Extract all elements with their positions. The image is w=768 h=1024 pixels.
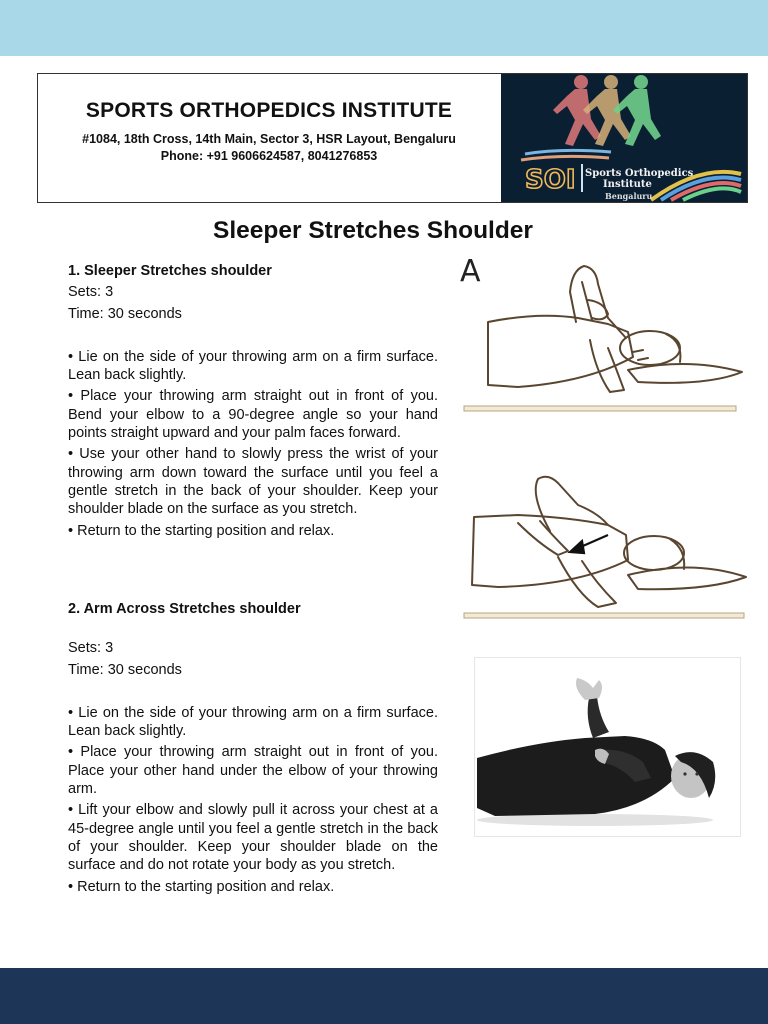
section-2-heading: 2. Arm Across Stretches shoulder: [68, 601, 301, 617]
logo-name-line1: Sports Orthopedics: [585, 168, 694, 179]
sleeper-stretch-sketch-b: [458, 465, 748, 625]
runner-figure-green: [613, 75, 661, 146]
page-title: Sleeper Stretches Shoulder: [213, 217, 533, 244]
runner-figure-amber: [583, 75, 631, 146]
section-2-step: • Place your throwing arm straight out in front of you. Place your other hand under the elbow of your throwing arm.: [68, 744, 438, 798]
section-1: [68, 262, 438, 540]
section-2-sets: Sets: 3: [68, 640, 114, 657]
section-1-step: • Lie on the side of your throwing arm on a firm surface. Lean back slightly.: [68, 348, 438, 384]
institute-header: [37, 73, 748, 203]
section-1-step: • Place your throwing arm straight out in front of you. Bend your elbow to a 90-degree angle so your hand points straight upward and your palm faces forward.: [68, 388, 438, 442]
section-2-step: • Lift your elbow and slowly pull it across your chest at a 45-degree angle until you feel a gentle stretch in the back of your shoulder. Keep your shoulder blade on the surface and do not rotate your body as you stretch.: [68, 802, 438, 874]
speed-streaks: [521, 150, 611, 160]
stretch-direction-arrow-icon: [570, 535, 608, 553]
soi-monogram: SOI: [525, 165, 576, 195]
logo-name-line2: Institute: [603, 179, 652, 190]
sleeper-stretch-sketch-a: [458, 252, 748, 417]
section-2-step: • Return to the starting position and relax.: [68, 878, 335, 895]
header-text-block: [38, 74, 500, 202]
runner-figure-red: [553, 75, 601, 146]
surface-line: [464, 613, 744, 618]
section-2-time: Time: 30 seconds: [68, 661, 182, 678]
institute-name: SPORTS ORTHOPEDICS INSTITUTE: [85, 99, 453, 122]
logo-city: Bengaluru: [605, 191, 653, 201]
sleeper-stretch-illustration-a: [458, 252, 748, 417]
figure-label-a: A: [460, 254, 481, 289]
institute-logo: [501, 74, 747, 202]
section-2-step: • Lie on the side of your throwing arm on a firm surface. Lean back slightly.: [68, 704, 438, 740]
sleeper-stretch-illustration-b: [458, 465, 748, 625]
section-1-heading: 1. Sleeper Stretches shoulder: [68, 263, 272, 279]
top-color-band: [0, 0, 768, 56]
logo-name: [585, 168, 693, 190]
surface-line: [464, 406, 736, 411]
arm-across-stretch-figure: [475, 658, 740, 836]
logo-divider: [581, 164, 583, 192]
section-2: [68, 600, 438, 896]
arm-across-stretch-photo: [474, 657, 741, 837]
section-1-sets: Sets: 3: [68, 284, 114, 301]
bottom-color-band: [0, 968, 768, 1024]
institute-address: #1084, 18th Cross, 14th Main, Sector 3, HSR Layout, Bengaluru: [82, 132, 456, 146]
section-1-step: • Return to the starting position and relax.: [68, 522, 335, 539]
section-1-step: • Use your other hand to slowly press the wrist of your throwing arm down toward the surface until you feel a gentle stretch in the back of your shoulder. Keep your shoulder blade on the surface as you stretch.: [68, 446, 438, 518]
section-1-time: Time: 30 seconds: [68, 305, 182, 322]
institute-phone: Phone: +91 9606624587, 8041276853: [160, 149, 378, 163]
